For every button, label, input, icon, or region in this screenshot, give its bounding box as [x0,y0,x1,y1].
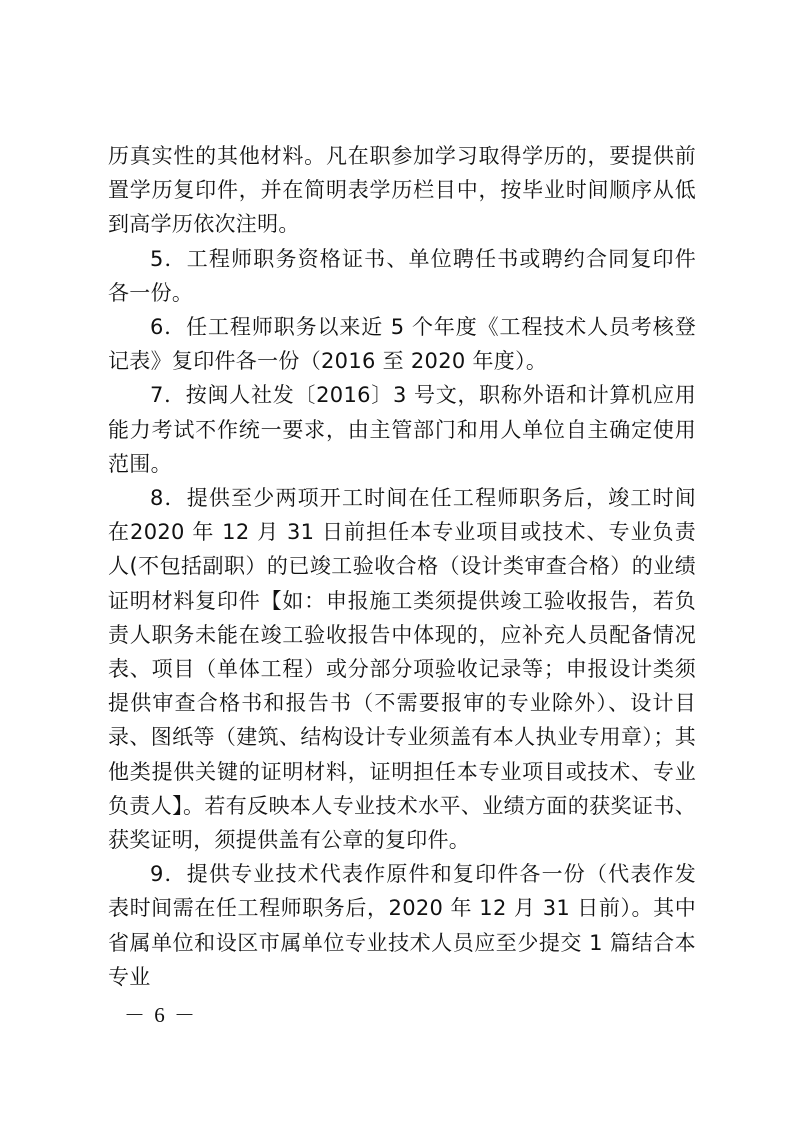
document-body [108,139,696,994]
paragraph-item-9: 9．提供专业技术代表作原件和复印件各一份（代表作发表时间需在任工程师职务后，2020 年 12 月 31 日前）。其中省属单位和设区市属单位专业技术人员应至少提交 1 篇结合本专业 [108,862,696,989]
paragraph-item-8: 8．提供至少两项开工时间在任工程师职务后，竣工时间在2020 年 12 月 31 日前担任本专业项目或技术、专业负责人(不包括副职）的已竣工验收合格（设计类审查合格）的业绩证明材料复印件【如：申报施工类须提供竣工验收报告，若负责人职务未能在竣工验收报告中体现的，应补充人员配备情况表、项目（单体工程）或分部分项验收记录等；申报设计类须提供审查合格书和报告书（不需要报审的专业除外）、设计目录、图纸等（建筑、结构设计专业须盖有本人执业专用章）；其他类提供关键的证明材料，证明担任本专业项目或技术、专业负责人】。若有反映本人专业技术水平、业绩方面的获奖证书、获奖证明，须提供盖有公章的复印件。 [108,486,696,853]
paragraph-continuation: 历真实性的其他材料。凡在职参加学习取得学历的，要提供前置学历复印件，并在简明表学历栏目中，按毕业时间顺序从低到高学历依次注明。 [108,144,696,237]
page-number: － 6 － [124,1003,197,1027]
paragraph-item-7: 7．按闽人社发〔2016〕3 号文，职称外语和计算机应用能力考试不作统一要求，由主管部门和用人单位自主确定使用范围。 [108,383,696,476]
paragraph-item-5: 5．工程师职务资格证书、单位聘任书或聘约合同复印件各一份。 [108,246,696,305]
paragraph-item-6: 6．任工程师职务以来近 5 个年度《工程技术人员考核登记表》复印件各一份（2016 至 2020 年度）。 [108,315,696,374]
